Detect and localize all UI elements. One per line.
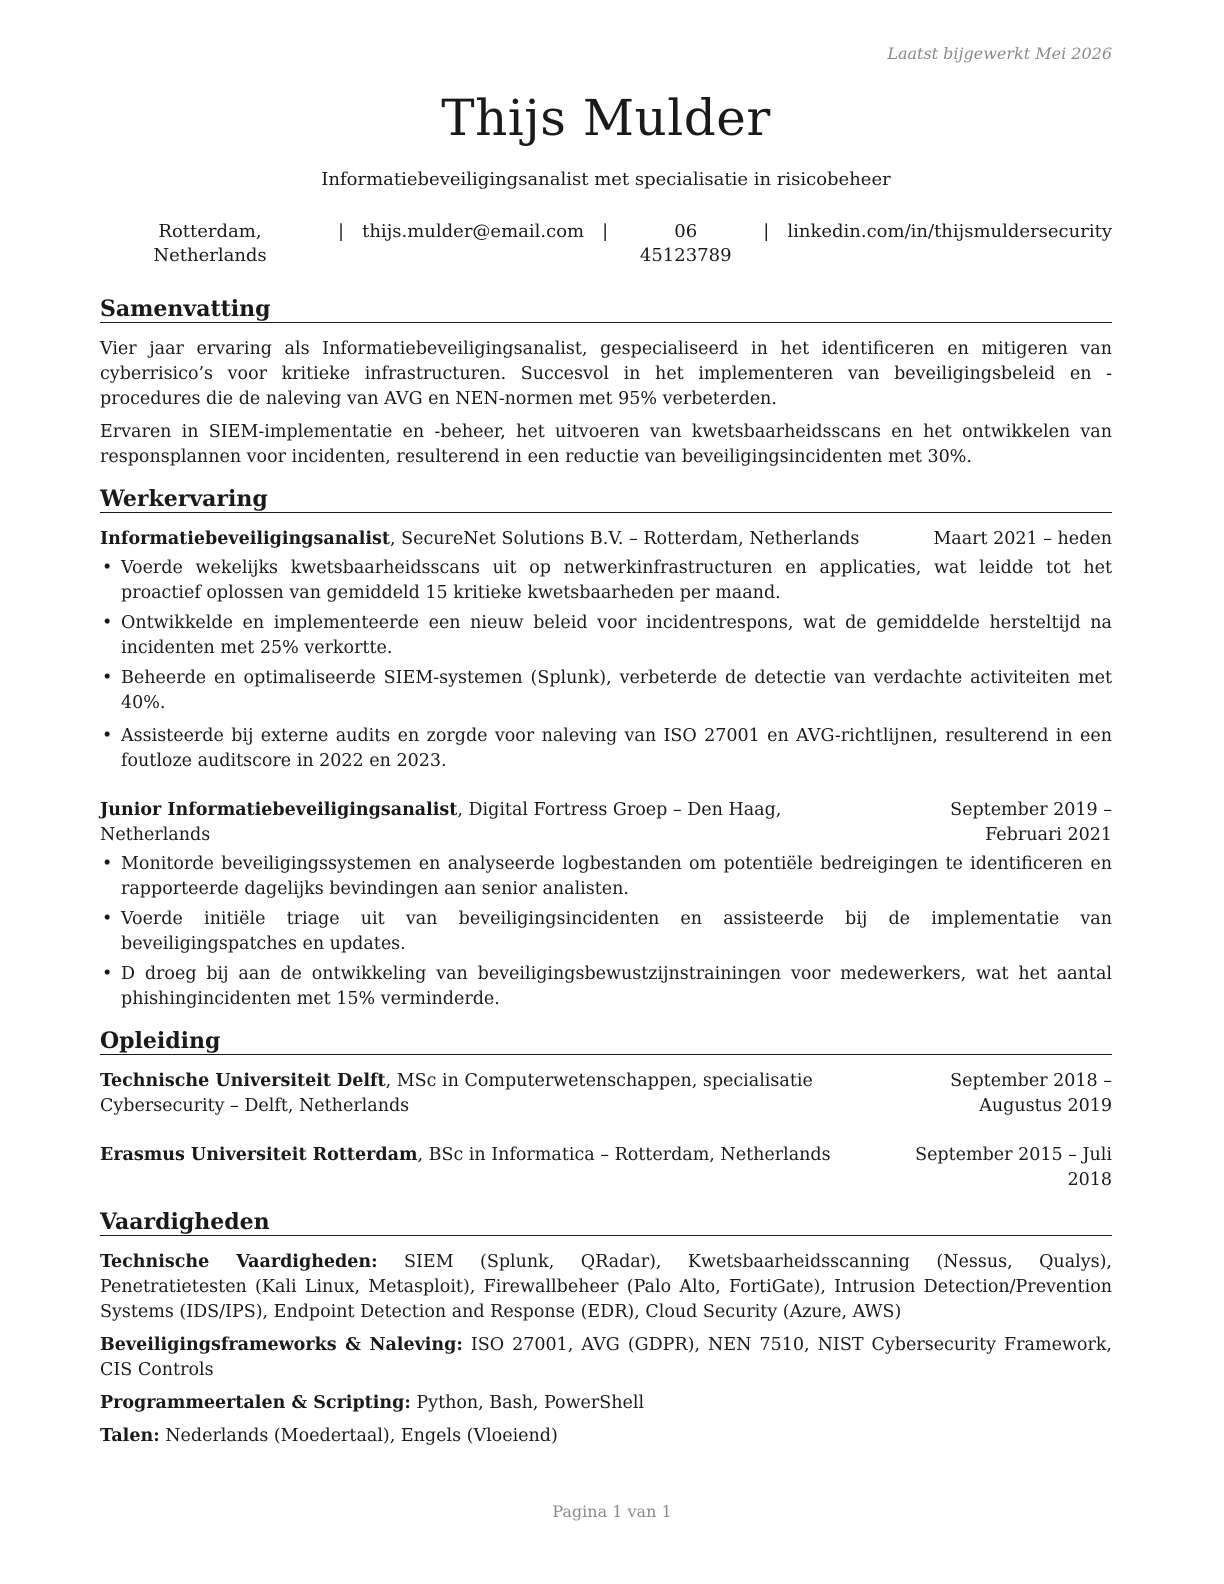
contact-phone[interactable]: 06 45123789: [639, 221, 732, 266]
list-item: [100, 724, 1112, 774]
bullet-icon: •: [102, 854, 113, 874]
bullet-icon: •: [102, 909, 113, 929]
job-role: Informatiebeveiligingsanalist: [100, 529, 390, 549]
skill-text: Nederlands (Moedertaal), Engels (Vloeiend): [159, 1426, 558, 1446]
list-item: [100, 666, 1112, 716]
skill-group: [100, 1424, 1112, 1449]
headline: Informatiebeveiligingsanalist met specialisatie in risicobeheer: [321, 169, 891, 190]
bullet-text: Assisteerde bij externe audits en zorgde voor naleving van ISO 27001 en AVG-richtlijnen, resulterend in een foutloze auditscore in 2022 en 2023.: [121, 726, 1112, 771]
job-entry: [100, 798, 1112, 1012]
skill-group: [100, 1333, 1112, 1383]
bullet-icon: •: [102, 726, 113, 746]
education-dates: September 2015 – Juli 2018: [915, 1145, 1112, 1190]
degree-detail: , MSc in Computerwetenschappen, specialisatie Cybersecurity – Delft, Netherlands: [100, 1071, 813, 1116]
contact-separator: |: [602, 221, 609, 242]
skill-text: ISO 27001, AVG (GDPR), NEN 7510, NIST Cybersecurity Framework, CIS Controls: [100, 1335, 1112, 1380]
job-org: , SecureNet Solutions B.V. – Rotterdam, Netherlands: [390, 529, 860, 549]
bullet-icon: •: [102, 668, 113, 688]
contact-linkedin[interactable]: linkedin.com/in/thijsmuldersecurity: [787, 221, 1112, 242]
job-dates: Maart 2021 – heden: [933, 529, 1112, 549]
education-dates: September 2018 – Augustus 2019: [950, 1071, 1112, 1116]
job-header: [100, 527, 1112, 552]
skills-section: [100, 1209, 1112, 1449]
skill-label: Technische Vaardigheden:: [100, 1252, 378, 1272]
contact-separator: |: [338, 221, 345, 242]
education-entry: [100, 1143, 1112, 1193]
skill-group: [100, 1250, 1112, 1325]
bullet-icon: •: [102, 558, 113, 578]
school-name: Technische Universiteit Delft: [100, 1071, 386, 1091]
section-title-experience: Werkervaring: [100, 486, 1112, 513]
contact-location: Rotterdam, Netherlands: [153, 221, 267, 266]
last-updated: Laatst bijgewerkt Mei 2026: [887, 44, 1112, 63]
job-header: [100, 798, 1112, 848]
bullet-text: Voerde wekelijks kwetsbaarheidsscans uit op netwerkinfrastructuren en applicaties, wat leidde tot het proactief oplossen van gemiddeld 15 kritieke kwetsbaarheden per maand.: [121, 558, 1112, 603]
school-name: Erasmus Universiteit Rotterdam: [100, 1145, 418, 1165]
bullet-text: Beheerde en optimaliseerde SIEM-systemen (Splunk), verbeterde de detectie van verdachte activiteiten met 40%.: [121, 668, 1112, 713]
job-role: Junior Informatiebeveiligingsanalist: [100, 800, 458, 820]
skill-group: [100, 1391, 1112, 1416]
list-item: [100, 852, 1112, 902]
list-item: [100, 556, 1112, 606]
degree-detail: , BSc in Informatica – Rotterdam, Netherlands: [417, 1145, 831, 1165]
bullet-text: Voerde initiële triage uit van beveiligingsincidenten en assisteerde bij de implementatie van beveiligingspatches en updates.: [121, 909, 1112, 954]
bullet-icon: •: [102, 613, 113, 633]
candidate-name: Thijs Mulder: [441, 89, 771, 147]
summary-paragraph: Ervaren in SIEM-implementatie en -beheer, het uitvoeren van kwetsbaarheidsscans en het ontwikkelen van responsplannen voor incidenten, resulterend in een reductie van beveiligingsincidenten met 30%.: [100, 422, 1112, 467]
skill-text: Python, Bash, PowerShell: [410, 1393, 645, 1413]
bullet-icon: •: [102, 964, 113, 984]
contact-line: [100, 220, 1112, 268]
summary-section: [100, 296, 1112, 470]
summary-paragraph: Vier jaar ervaring als Informatiebeveiligingsanalist, gespecialiseerd in het identificeren en mitigeren van cyberrisico’s voor kritieke infrastructuren. Succesvol in het implementeren van beveiligingsbeleid en -procedures die de naleving van AVG en NEN-normen met 95% verbeterden.: [100, 339, 1112, 409]
section-title-skills: Vaardigheden: [100, 1209, 1112, 1236]
contact-email[interactable]: thijs.mulder@email.com: [362, 221, 585, 242]
education-section: [100, 1028, 1112, 1193]
education-entry: [100, 1069, 1112, 1119]
bullet-text: D droeg bij aan de ontwikkeling van beveiligingsbewustzijnstrainingen voor medewerkers, wat het aantal phishingincidenten met 15% verminderde.: [121, 964, 1112, 1009]
bullet-text: Ontwikkelde en implementeerde een nieuw beleid voor incidentrespons, wat de gemiddelde hersteltijd na incidenten met 25% verkortte.: [121, 613, 1112, 658]
list-item: [100, 611, 1112, 661]
contact-separator: |: [763, 221, 770, 242]
job-org: , Digital Fortress Groep – Den Haag, Netherlands: [100, 800, 782, 845]
skill-label: Beveiligingsframeworks & Naleving:: [100, 1335, 463, 1355]
list-item: [100, 907, 1112, 957]
skill-text: SIEM (Splunk, QRadar), Kwetsbaarheidsscanning (Nessus, Qualys), Penetratietesten (Kali Linux, Metasploit), Firewallbeheer (Palo Alto, FortiGate), Intrusion Detection/Prevention Systems (IDS/IPS), Endpoint Detection and Response (EDR), Cloud Security (Azure, AWS): [100, 1252, 1112, 1322]
skill-label: Programmeertalen & Scripting:: [100, 1393, 411, 1413]
section-title-summary: Samenvatting: [100, 296, 1112, 323]
job-bullets: [100, 852, 1112, 1012]
job-entry: [100, 527, 1112, 774]
job-bullets: [100, 556, 1112, 774]
page-number: Pagina 1 van 1: [552, 1502, 672, 1521]
bullet-text: Monitorde beveiligingssystemen en analyseerde logbestanden om potentiële bedreigingen te identificeren en rapporteerde dagelijks bevindingen aan senior analisten.: [121, 854, 1112, 899]
experience-section: [100, 486, 1112, 1012]
list-item: [100, 962, 1112, 1012]
skill-label: Talen:: [100, 1426, 160, 1446]
section-title-education: Opleiding: [100, 1028, 1112, 1055]
job-dates: September 2019 – Februari 2021: [950, 800, 1112, 845]
